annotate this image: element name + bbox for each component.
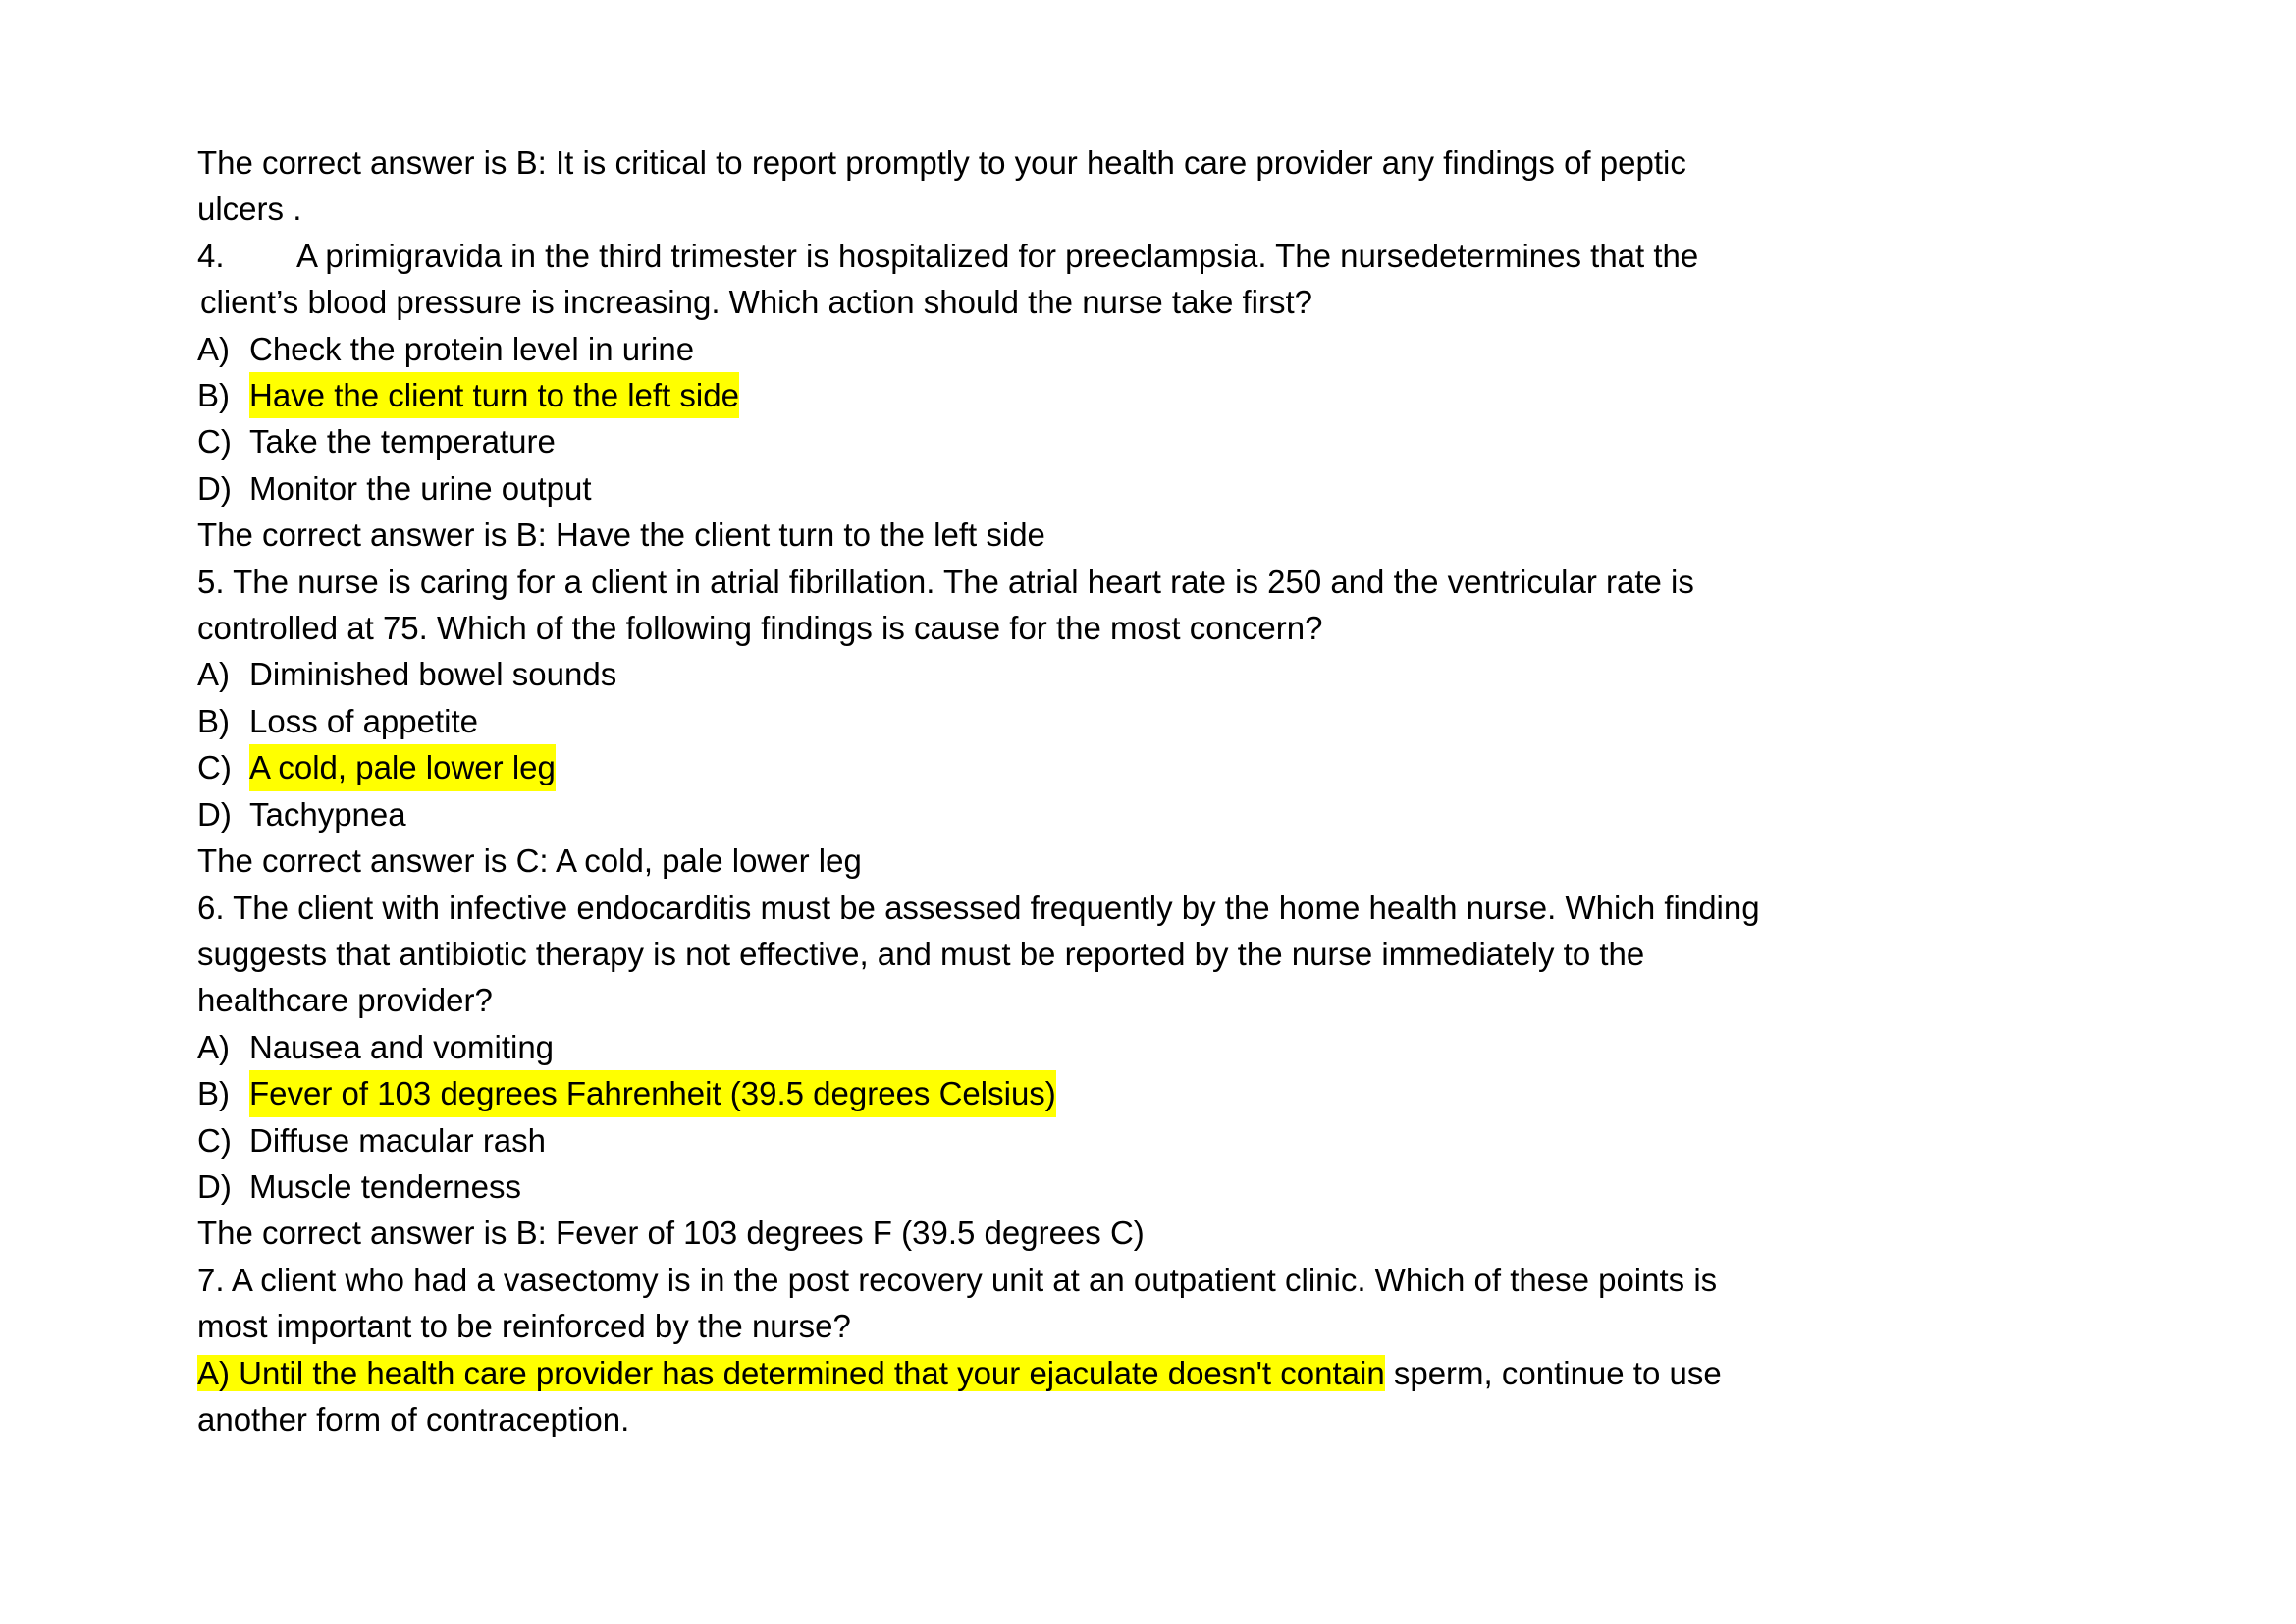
- question-4-option-a: A) Check the protein level in urine: [197, 330, 695, 367]
- question-5-answer: The correct answer is C: A cold, pale lower leg: [197, 842, 862, 880]
- highlighted-answer: Fever of 103 degrees Fahrenheit (39.5 degrees Celsius): [249, 1070, 1056, 1116]
- highlighted-answer: A cold, pale lower leg: [249, 744, 556, 790]
- intro-answer-line-2: ulcers .: [197, 190, 302, 228]
- question-5-option-b: B) Loss of appetite: [197, 702, 478, 739]
- question-6-option-c: C) Diffuse macular rash: [197, 1121, 547, 1159]
- question-7-line-2: most important to be reinforced by the nurse?: [197, 1308, 851, 1345]
- question-6-option-b: B) Fever of 103 degrees Fahrenheit (39.5 degrees Celsius): [197, 1070, 1788, 1116]
- highlighted-answer: Have the client turn to the left side: [249, 372, 739, 418]
- question-6-answer: The correct answer is B: Fever of 103 degrees F (39.5 degrees C): [197, 1215, 1145, 1252]
- document-body: [197, 139, 1788, 1442]
- highlighted-answer: A) Until the health care provider has determined that your ejaculate doesn't contain: [197, 1354, 1385, 1391]
- question-6-line-1: 6. The client with infective endocarditis must be assessed frequently by the home health nurse. Which finding: [197, 889, 1760, 926]
- question-6-option-d: D) Muscle tenderness: [197, 1167, 521, 1205]
- question-5-option-c: C) A cold, pale lower leg: [197, 744, 1788, 790]
- question-4-option-d: D) Monitor the urine output: [197, 469, 592, 507]
- question-7-line-1: 7. A client who had a vasectomy is in the post recovery unit at an outpatient clinic. Which of these points is: [197, 1261, 1718, 1298]
- question-7-option-a-line-2: another form of contraception.: [197, 1400, 630, 1437]
- question-4-option-b: B) Have the client turn to the left side: [197, 372, 1788, 418]
- question-4-line-1: [197, 233, 1788, 279]
- question-6-line-3: healthcare provider?: [197, 982, 493, 1019]
- intro-answer-line-1: The correct answer is B: It is critical to report promptly to your health care provider any findings of peptic: [197, 144, 1686, 181]
- question-4-number: 4.: [197, 237, 225, 274]
- question-5-line-2: controlled at 75. Which of the following findings is cause for the most concern?: [197, 610, 1323, 647]
- question-5-option-d: D) Tachypnea: [197, 795, 406, 833]
- question-4-answer: The correct answer is B: Have the client turn to the left side: [197, 516, 1045, 554]
- question-4-text: A primigravida in the third trimester is hospitalized for preeclampsia. The nursedetermines that the: [296, 237, 1699, 274]
- question-7-option-a-line-1: A) Until the health care provider has determined that your ejaculate doesn't contain sperm, continue to use: [197, 1354, 1722, 1391]
- question-6-line-2: suggests that antibiotic therapy is not effective, and must be reported by the nurse immediately to the: [197, 935, 1645, 972]
- question-6-option-a: A) Nausea and vomiting: [197, 1028, 555, 1065]
- question-5-option-a: A) Diminished bowel sounds: [197, 656, 617, 693]
- question-5-line-1: 5. The nurse is caring for a client in atrial fibrillation. The atrial heart rate is 250 and the ventricular rate is: [197, 563, 1694, 600]
- question-4-option-c: C) Take the temperature: [197, 423, 556, 460]
- question-4-line-2: client’s blood pressure is increasing. Which action should the nurse take first?: [200, 284, 1312, 321]
